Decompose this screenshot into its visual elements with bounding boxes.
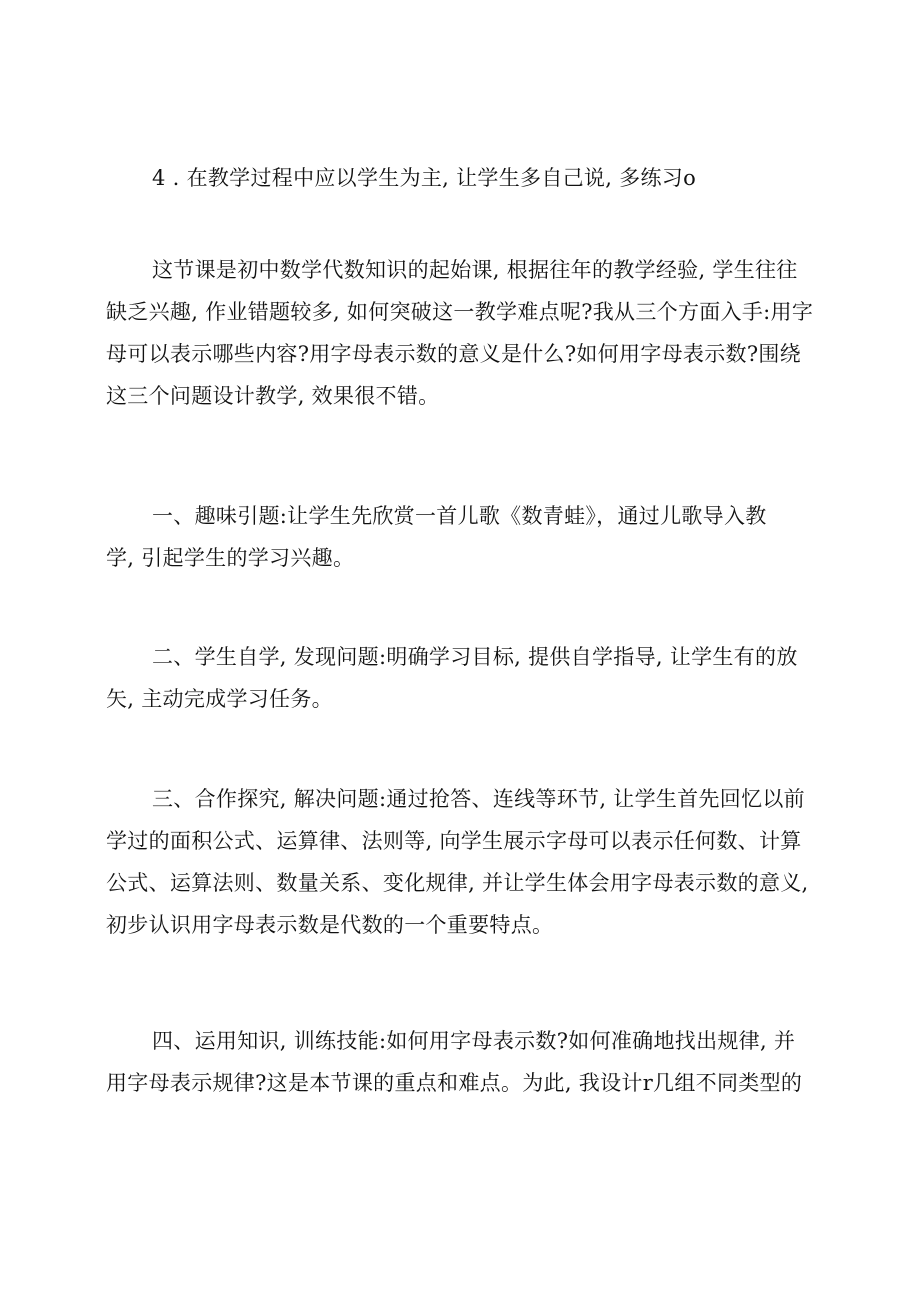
paragraph-intro — [106, 249, 826, 417]
text-line: 这节课是初中数学代数知识的起始课, 根据往年的教学经验, 学生往往 — [152, 258, 798, 282]
paragraph-step-2 — [106, 636, 826, 720]
text-line: 二、学生自学, 发现问题:明确学习目标, 提供自学指导, 让学生有的放 — [152, 645, 798, 669]
text-line: 初步认识用字母表示数是代数的一个重要特点。 — [106, 913, 554, 937]
text-line: 缺乏兴趣, 作业错题较多, 如何突破这一教学难点呢?我从三个方面入手:用字 — [106, 300, 814, 324]
text-line: 用字母表示规律?这是本节课的重点和难点。为此, 我设计r几组不同类型的 — [106, 1071, 803, 1095]
text-line: 公式、运算法则、数量关系、变化规律, 并让学生体会用字母表示数的意义, — [106, 871, 809, 895]
text-line: 学过的面积公式、运算律、法则等, 向学生展示字母可以表示任何数、计算 — [106, 829, 802, 853]
text-line: 三、合作探究, 解决问题:通过抢答、连线等环节, 让学生首先回忆以前 — [152, 787, 805, 811]
paragraph-step-4 — [106, 1020, 826, 1104]
paragraph-step-3 — [106, 778, 826, 946]
text-line: 母可以表示哪些内容?用字母表示数的意义是什么?如何用字母表示数?围绕 — [106, 342, 801, 366]
paragraph-step-1 — [106, 495, 826, 579]
text-line: 这三个问题设计教学, 效果很不错。 — [106, 384, 440, 408]
text-line: 4 . 在教学过程中应以学生为主, 让学生多自己说, 多练习o — [152, 166, 697, 190]
text-line: 一、趣味引题:让学生先欣赏一首儿歌《数青蛙》，通过儿歌导入教 — [152, 504, 767, 528]
text-line: 矢, 主动完成学习任务。 — [106, 687, 333, 711]
paragraph-list-item-4 — [106, 157, 826, 199]
text-line: 学, 引起学生的学习兴趣。 — [106, 546, 355, 570]
text-line: 四、运用知识, 训练技能:如何用字母表示数?如何准确地找出规律, 并 — [152, 1029, 796, 1053]
